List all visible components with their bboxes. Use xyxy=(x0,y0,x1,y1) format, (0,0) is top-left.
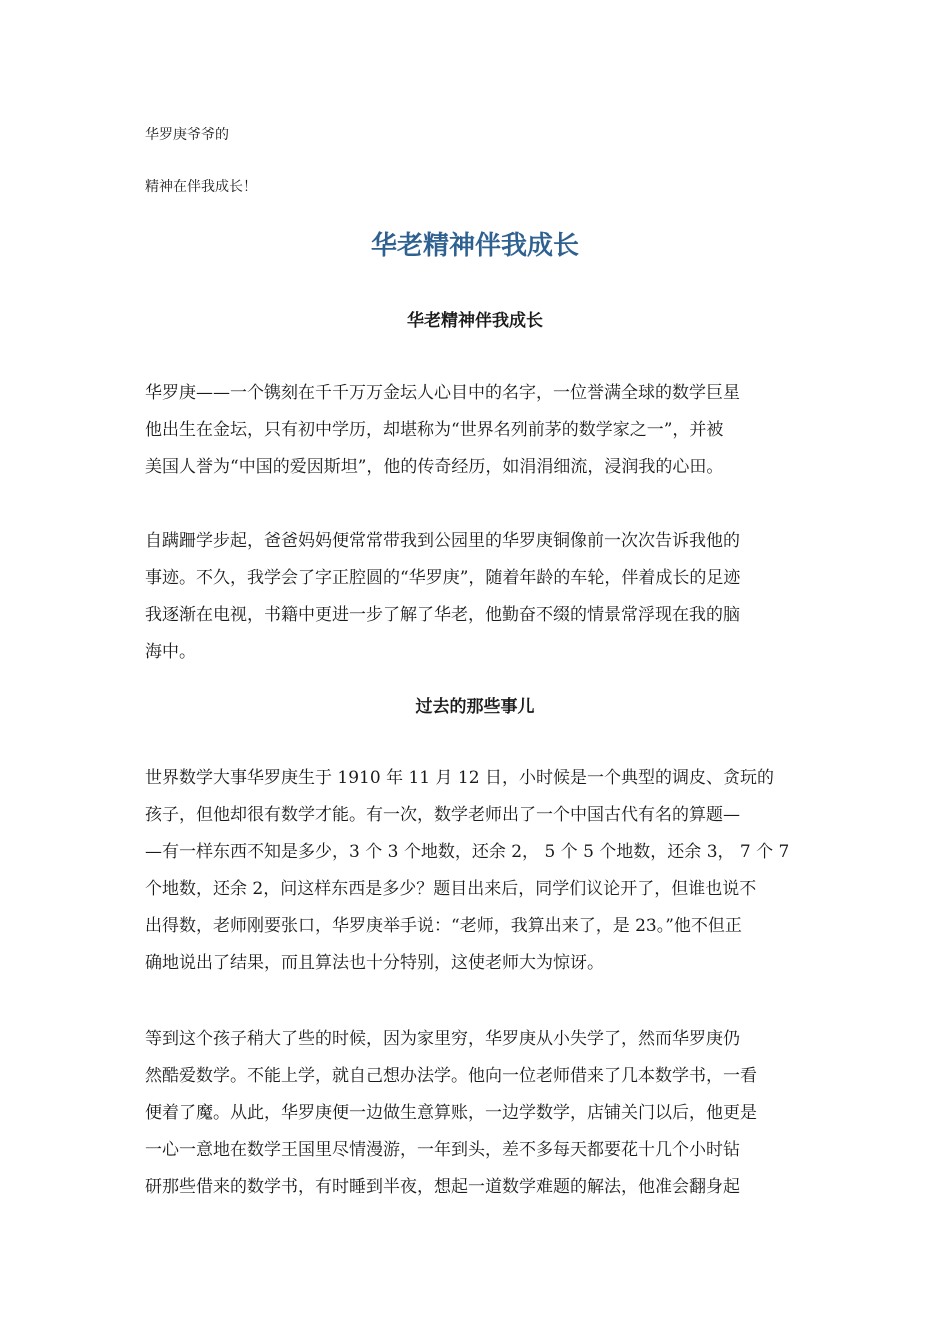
paragraph-line: 我逐渐在电视，书籍中更进一步了解了华老，他勤奋不缀的情景常浮现在我的脑 xyxy=(145,605,740,625)
section-heading-1: 华老精神伴我成长 xyxy=(407,311,543,331)
paragraph-line: 自蹒跚学步起，爸爸妈妈便常常带我到公园里的华罗庚铜像前一次次告诉我他的 xyxy=(145,531,740,551)
intro-line-1: 华罗庚爷爷的 xyxy=(145,127,229,143)
paragraph-line: 等到这个孩子稍大了些的时候，因为家里穷，华罗庚从小失学了，然而华罗庚仍 xyxy=(145,1029,740,1049)
paragraph-line: —有一样东西不知是多少，3 个 3 个地数，还余 2， 5 个 5 个地数，还余 3， 7 个 7 xyxy=(145,842,790,862)
paragraph-line: 华罗庚——一个镌刻在千千万万金坛人心目中的名字，一位誉满全球的数学巨星 xyxy=(145,383,740,403)
paragraph-line: 美国人誉为“中国的爱因斯坦”，他的传奇经历，如涓涓细流，浸润我的心田。 xyxy=(145,457,724,477)
paragraph-line: 确地说出了结果，而且算法也十分特别，这使老师大为惊讶。 xyxy=(145,953,604,973)
paragraph-line: 然酷爱数学。不能上学，就自己想办法学。他向一位老师借来了几本数学书，一看 xyxy=(145,1066,757,1086)
paragraph-line: 海中。 xyxy=(145,642,196,662)
paragraph-line: 个地数，还余 2，问这样东西是多少？题目出来后，同学们议论开了，但谁也说不 xyxy=(145,879,757,899)
paragraph-line: 他出生在金坛，只有初中学历，却堪称为“世界名列前茅的数学家之一”，并被 xyxy=(145,420,724,440)
intro-line-2: 精神在伴我成长！ xyxy=(145,179,257,195)
paragraph-3 xyxy=(145,760,815,982)
paragraph-1 xyxy=(145,375,815,486)
paragraph-line: 研那些借来的数学书，有时睡到半夜，想起一道数学难题的解法，他准会翻身起 xyxy=(145,1177,740,1197)
paragraph-line: 事迹。不久，我学会了字正腔圆的“华罗庚”，随着年龄的车轮，伴着成长的足迹 xyxy=(145,568,741,588)
document-title: 华老精神伴我成长 xyxy=(370,231,579,261)
paragraph-4 xyxy=(145,1021,815,1206)
paragraph-line: 世界数学大事华罗庚生于 1910 年 11 月 12 日，小时候是一个典型的调皮、贪玩的 xyxy=(145,768,774,788)
paragraph-2 xyxy=(145,523,815,671)
paragraph-line: 一心一意地在数学王国里尽情漫游，一年到头，差不多每天都要花十几个小时钻 xyxy=(145,1140,740,1160)
section-heading-2: 过去的那些事儿 xyxy=(415,697,535,717)
paragraph-line: 孩子，但他却很有数学才能。有一次，数学老师出了一个中国古代有名的算题— xyxy=(145,805,740,825)
paragraph-line: 出得数，老师刚要张口，华罗庚举手说：“老师，我算出来了，是 23。”他不但正 xyxy=(145,916,742,936)
paragraph-line: 便着了魔。从此，华罗庚便一边做生意算账，一边学数学，店铺关门以后，他更是 xyxy=(145,1103,757,1123)
